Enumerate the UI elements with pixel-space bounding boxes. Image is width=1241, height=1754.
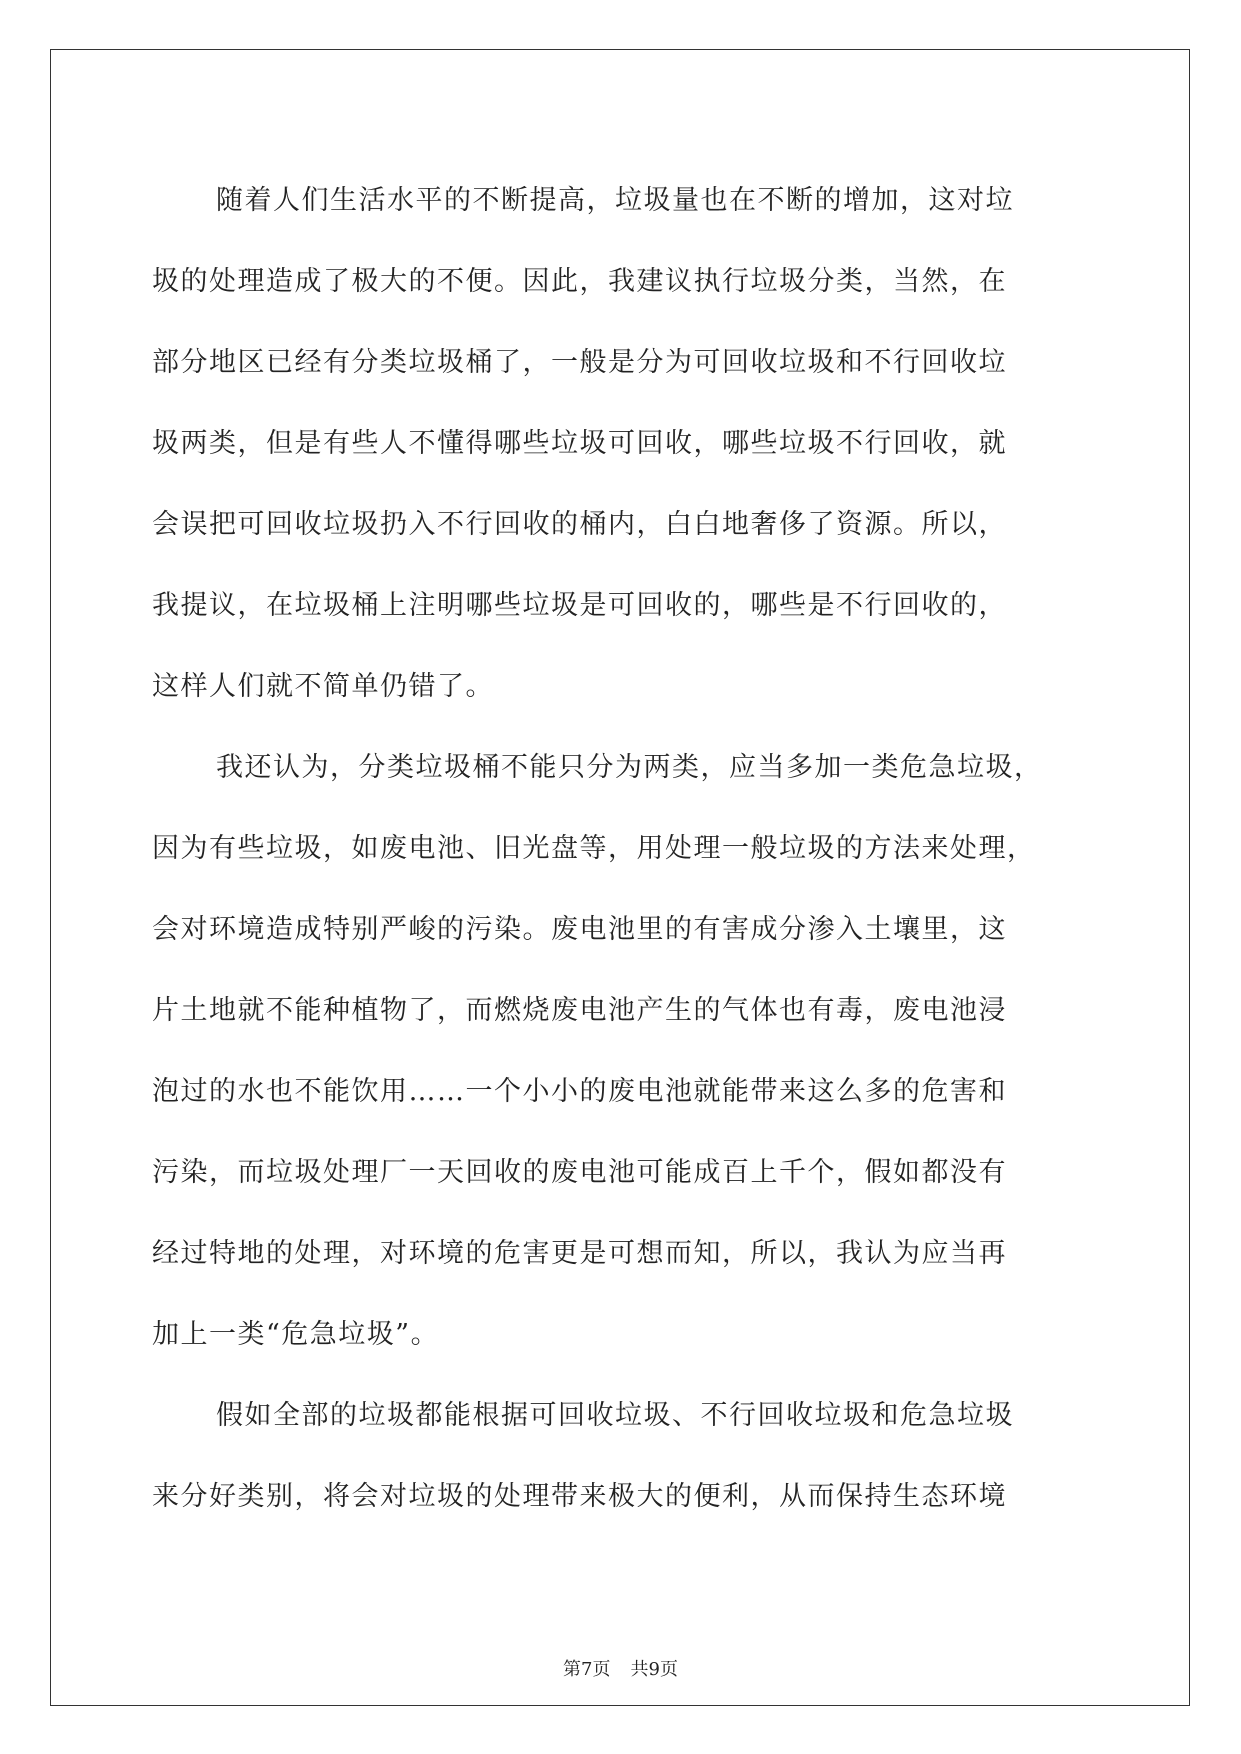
paragraph-2-line-2: 因为有些垃圾，如废电池、旧光盘等，用处理一般垃圾的方法来处理， <box>152 833 1036 864</box>
page-total: 共9页 <box>630 1659 678 1680</box>
paragraph-1-line-4: 圾两类，但是有些人不懂得哪些垃圾可回收，哪些垃圾不行回收，就 <box>152 428 1007 459</box>
paragraph-1-line-7: 这样人们就不简单仍错了。 <box>152 671 494 702</box>
paragraph-3-line-1: 假如全部的垃圾都能根据可回收垃圾、不行回收垃圾和危急垃圾 <box>216 1400 1014 1431</box>
paragraph-3-line-2: 来分好类别，将会对垃圾的处理带来极大的便利，从而保持生态环境 <box>152 1481 1007 1512</box>
document-body <box>152 160 1092 1537</box>
paragraph-2-line-6: 污染，而垃圾处理厂一天回收的废电池可能成百上千个，假如都没有 <box>152 1157 1007 1188</box>
paragraph-1-line-3: 部分地区已经有分类垃圾桶了，一般是分为可回收垃圾和不行回收垃 <box>152 347 1007 378</box>
paragraph-1-line-1: 随着人们生活水平的不断提高，垃圾量也在不断的增加，这对垃 <box>216 185 1014 216</box>
paragraph-2-line-1: 我还认为，分类垃圾桶不能只分为两类，应当多加一类危急垃圾， <box>216 752 1043 783</box>
paragraph-2-line-5: 泡过的水也不能饮用……一个小小的废电池就能带来这么多的危害和 <box>152 1076 1007 1107</box>
page-footer <box>0 1655 1241 1681</box>
paragraph-1-line-2: 圾的处理造成了极大的不便。因此，我建议执行垃圾分类，当然，在 <box>152 266 1007 297</box>
paragraph-1-line-5: 会误把可回收垃圾扔入不行回收的桶内，白白地奢侈了资源。所以， <box>152 509 1007 540</box>
paragraph-2-line-3: 会对环境造成特别严峻的污染。废电池里的有害成分渗入土壤里，这 <box>152 914 1007 945</box>
paragraph-2-line-8: 加上一类“危急垃圾”。 <box>152 1319 440 1350</box>
paragraph-2-line-4: 片土地就不能种植物了，而燃烧废电池产生的气体也有毒，废电池浸 <box>152 995 1007 1026</box>
paragraph-1-line-6: 我提议，在垃圾桶上注明哪些垃圾是可回收的，哪些是不行回收的， <box>152 590 1007 621</box>
page-number: 第7页 <box>563 1659 611 1680</box>
paragraph-2-line-7: 经过特地的处理，对环境的危害更是可想而知，所以，我认为应当再 <box>152 1238 1007 1269</box>
